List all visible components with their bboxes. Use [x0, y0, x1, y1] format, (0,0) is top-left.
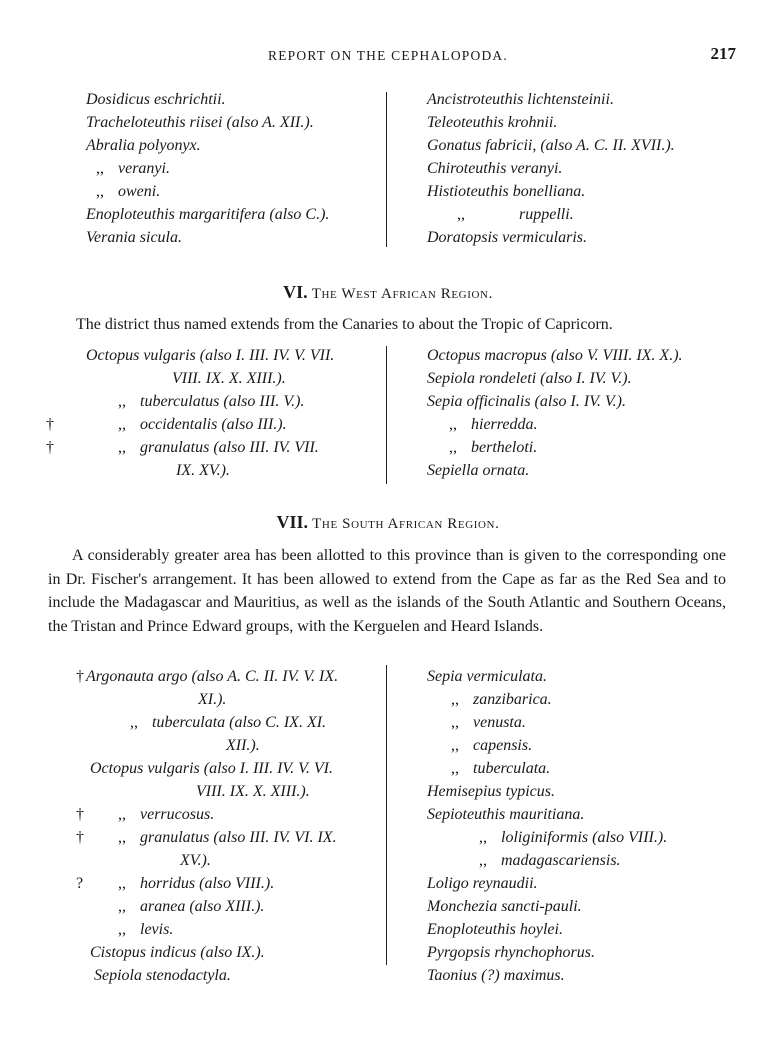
species-entry: Octopus macropus (also V. VIII. IX. X.). [427, 347, 683, 364]
ditto-mark: ,, [118, 921, 126, 938]
ditto-mark: ,, [457, 206, 465, 223]
ditto-mark: ,, [130, 714, 138, 731]
section-vii-table [0, 665, 776, 985]
species-entry: Sepiella ornata. [427, 462, 530, 479]
ditto-mark: ,, [96, 160, 104, 177]
species-entry: Chiroteuthis veranyi. [427, 160, 563, 177]
species-entry: Sepioteuthis mauritiana. [427, 806, 585, 823]
ditto-mark: ,, [118, 393, 126, 410]
species-continuation: XII.). [226, 737, 260, 754]
column-divider [386, 665, 387, 965]
species-entry [76, 803, 386, 826]
species-entry: Loligo reynaudii. [427, 875, 538, 892]
species-name: occidentalis (also III.). [140, 416, 287, 433]
ditto-mark: ,, [118, 898, 126, 915]
section-title: The West African Region. [311, 286, 493, 302]
species-continuation: XV.). [180, 852, 211, 869]
species-name: ruppelli. [519, 206, 574, 223]
running-title: REPORT ON THE CEPHALOPODA. [268, 48, 508, 63]
species-name: venusta. [473, 714, 526, 731]
section-vii-left-column [76, 665, 386, 987]
species-entry: Ancistroteuthis lichtensteinii. [427, 91, 614, 108]
species-entry: Cistopus indicus (also IX.). [90, 944, 265, 961]
species-continuation: XI.). [198, 691, 227, 708]
species-name: horridus (also VIII.). [140, 875, 275, 892]
description-text: The district thus named extends from the Canaries to about the Tropic of Capricorn. [76, 316, 613, 333]
species-entry [427, 757, 667, 780]
top-species-table [0, 88, 776, 253]
ditto-mark: ,, [451, 691, 459, 708]
column-divider [386, 92, 387, 247]
species-entry [76, 872, 386, 895]
section-vi-table [0, 344, 776, 486]
species-entry: Gonatus fabricii, (also A. C. II. XVII.). [427, 137, 675, 154]
species-entry: Enoploteuthis margaritifera (also C.). [86, 206, 330, 223]
species-entry [76, 826, 386, 849]
species-entry [427, 711, 667, 734]
ditto-mark: ,, [449, 439, 457, 456]
species-entry [46, 436, 386, 459]
species-entry: Octopus vulgaris (also I. III. IV. V. VI. [90, 760, 333, 777]
section-title: The South African Region. [312, 516, 500, 532]
species-entry [86, 180, 329, 203]
ditto-mark: ,, [118, 806, 126, 823]
section-numeral: VI. [283, 282, 308, 302]
species-entry: Dosidicus eschrichtii. [86, 91, 226, 108]
top-left-column [86, 88, 329, 249]
species-entry: Hemisepius typicus. [427, 783, 555, 800]
species-name: oweni. [118, 183, 161, 200]
species-entry: Abralia polyonyx. [86, 137, 201, 154]
species-entry: Octopus vulgaris (also I. III. IV. V. VII. [86, 347, 335, 364]
species-entry [427, 849, 667, 872]
species-name: madagascariensis. [501, 852, 621, 869]
species-entry [427, 203, 675, 226]
section-vii-description [48, 544, 726, 638]
species-entry [427, 734, 667, 757]
species-name: loliginiformis (also VIII.). [501, 829, 668, 846]
species-continuation: VIII. IX. X. XIII.). [196, 783, 310, 800]
section-vi-left-column [46, 344, 386, 482]
species-name: capensis. [473, 737, 533, 754]
species-name: levis. [140, 921, 174, 938]
species-entry [427, 688, 667, 711]
ditto-mark: ,, [118, 416, 126, 433]
dagger-mark: † [46, 439, 54, 456]
species-entry: Tracheloteuthis riisei (also A. XII.). [86, 114, 314, 131]
section-numeral: VII. [276, 512, 309, 532]
ditto-mark: ,, [451, 737, 459, 754]
species-entry: Taonius (?) maximus. [427, 967, 565, 984]
species-continuation: IX. XV.). [176, 462, 230, 479]
species-name: granulatus (also III. IV. VII. [140, 439, 319, 456]
ditto-mark: ,, [449, 416, 457, 433]
species-name: veranyi. [118, 160, 170, 177]
species-entry: Doratopsis vermicularis. [427, 229, 587, 246]
species-name: bertheloti. [471, 439, 538, 456]
species-name: verrucosus. [140, 806, 215, 823]
page-header [0, 44, 776, 68]
dagger-mark: † [76, 829, 84, 846]
species-entry [427, 413, 683, 436]
species-name: tuberculatus (also III. V.). [140, 393, 305, 410]
species-entry [427, 826, 667, 849]
species-name: zanzibarica. [473, 691, 552, 708]
ditto-mark: ,, [118, 875, 126, 892]
ditto-mark: ,, [451, 760, 459, 777]
species-entry: Sepiola rondeleti (also I. IV. V.). [427, 370, 632, 387]
species-entry: Enoploteuthis hoylei. [427, 921, 563, 938]
species-entry [76, 918, 386, 941]
section-vii-right-column [427, 665, 667, 987]
species-entry [76, 711, 386, 734]
section-vi-heading [0, 282, 776, 303]
species-entry: Sepia officinalis (also I. IV. V.). [427, 393, 626, 410]
species-entry: Histioteuthis bonelliana. [427, 183, 586, 200]
species-name: tuberculata. [473, 760, 551, 777]
species-entry [427, 436, 683, 459]
dagger-mark: † [46, 416, 54, 433]
species-name: granulatus (also III. IV. VI. IX. [140, 829, 337, 846]
species-name: aranea (also XIII.). [140, 898, 265, 915]
species-entry [46, 390, 386, 413]
dagger-mark: † [76, 668, 84, 685]
species-entry: Sepia vermiculata. [427, 668, 547, 685]
top-right-column [427, 88, 675, 249]
section-vi-right-column [427, 344, 683, 482]
ditto-mark: ,, [479, 829, 487, 846]
species-entry [46, 413, 386, 436]
species-entry [76, 665, 386, 688]
species-continuation: VIII. IX. X. XIII.). [172, 370, 286, 387]
section-vi-description [76, 313, 736, 337]
ditto-mark: ,, [118, 829, 126, 846]
ditto-mark: ,, [96, 183, 104, 200]
ditto-mark: ,, [451, 714, 459, 731]
species-entry: Verania sicula. [86, 229, 182, 246]
species-entry: Sepiola stenodactyla. [94, 967, 231, 984]
species-name: Argonauta argo (also A. C. II. IV. V. IX. [86, 668, 339, 685]
species-entry: Teleoteuthis krohnii. [427, 114, 558, 131]
page-number: 217 [710, 44, 736, 63]
query-mark: ? [76, 875, 84, 892]
species-name: hierredda. [471, 416, 538, 433]
ditto-mark: ,, [479, 852, 487, 869]
species-entry: Monchezia sancti-pauli. [427, 898, 582, 915]
species-entry: Pyrgopsis rhynchophorus. [427, 944, 595, 961]
species-entry [76, 895, 386, 918]
species-name: tuberculata (also C. IX. XI. [152, 714, 327, 731]
description-text: A considerably greater area has been allotted to this province than is given to the corresponding one in Dr. Fischer's arrangement. It has been allowed to extend from the Cape as far as the Red Sea and to include the Madagascar and Mauritius, as well as the islands of the South Atlantic and Southern Oceans, the Tristan and Prince Edward groups, with the Kerguelen and Heard Islands. [48, 547, 726, 635]
ditto-mark: ,, [118, 439, 126, 456]
species-entry [86, 157, 329, 180]
dagger-mark: † [76, 806, 84, 823]
column-divider [386, 346, 387, 484]
section-vii-heading [0, 512, 776, 533]
